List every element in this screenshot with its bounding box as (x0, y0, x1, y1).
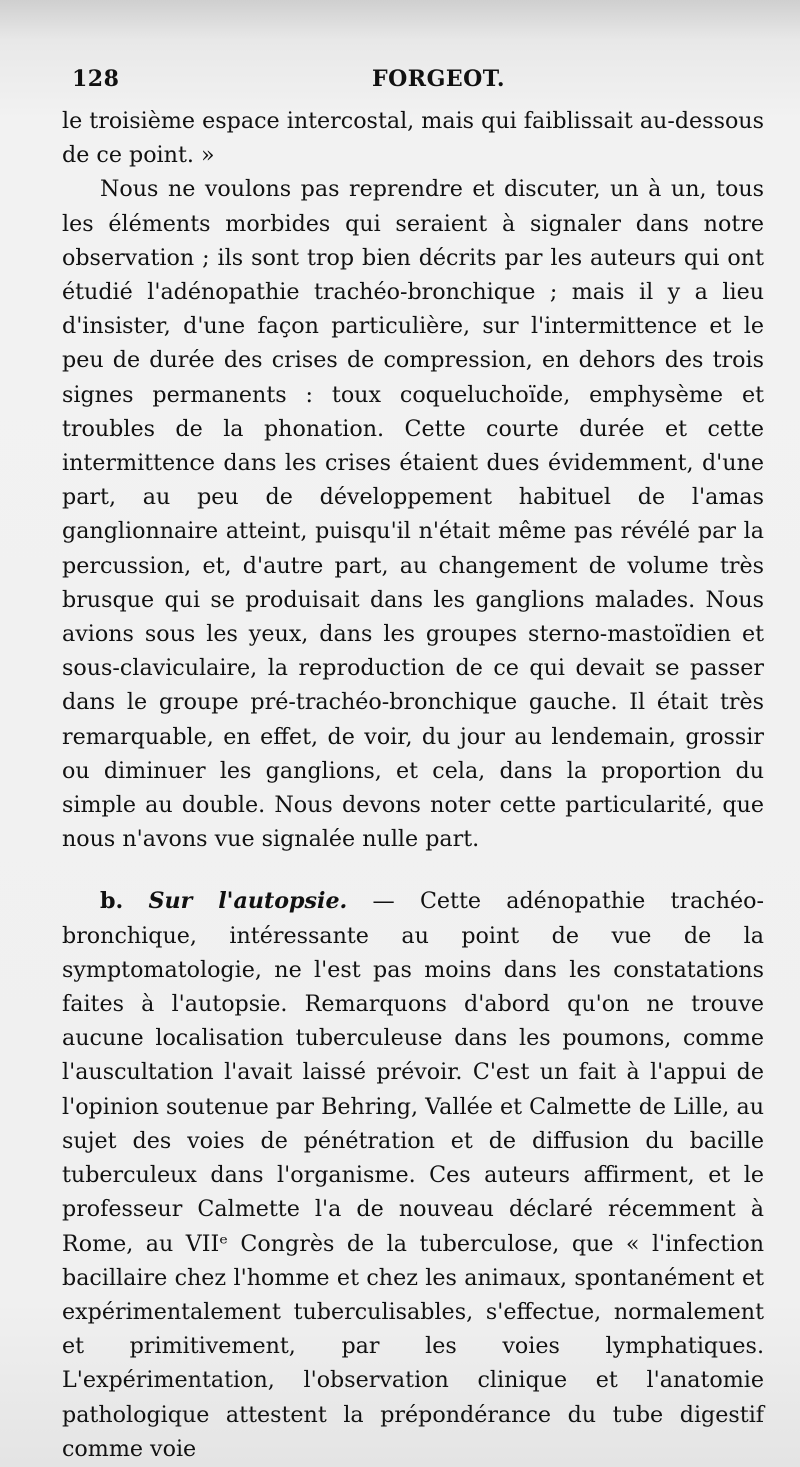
page-number: 128 (72, 66, 120, 92)
paragraph-continuation: le troisième espace intercostal, mais qui faiblissait au-dessous de ce point. » (62, 108, 764, 169)
paragraph-autopsy-text: — Cette adénopathie trachéo-bronchique, intéressante au point de vue de la symptomatologie, ne l'est pas moins dans les constatations faites à l'autopsie. Remarquons d'abord qu'on ne trouve aucune localisation tuberculeuse dans les poumons, comme l'auscultation l'avait laissé prévoir. C'est un fait à l'appui de l'opinion soutenue par Behring, Vallée et Calmette de Lille, au sujet des voies de pénétration et de diffusion du bacille tuberculeux dans l'organisme. Ces auteurs affirment, et le professeur Calmette l'a de nouveau déclaré récemment à Rome, au VIIᵉ Congrès de la tuberculose, que « l'infection bacillaire chez l'homme et chez les animaux, spontanément et expérimentalement tuberculisables, s'effectue, normalement et primitivement, par les voies lymphatiques. L'expérimentation, l'observation clinique et l'anatomie pathologique attestent la prépondérance du tube digestif comme voie (62, 888, 764, 1462)
section-title: Sur l'autopsie. (148, 888, 348, 915)
paragraph-autopsy (62, 884, 764, 1465)
section-label: b. (100, 888, 124, 915)
running-title: FORGEOT. (372, 66, 505, 92)
body-text (62, 104, 764, 1466)
page-header (72, 60, 760, 96)
paragraph-observation: Nous ne voulons pas reprendre et discuter, un à un, tous les éléments morbides qui seraient à signaler dans notre observation ; ils sont trop bien décrits par les auteurs qui ont étudié l'adénopathie trachéo-bronchique ; mais il y a lieu d'insister, d'une façon particulière, sur l'intermittence et le peu de durée des crises de compression, en dehors des trois signes permanents : toux coqueluchoïde, emphysème et troubles de la phonation. Cette courte durée et cette intermittence dans les crises étaient dues évidemment, d'une part, au peu de développement habituel de l'amas ganglionnaire atteint, puisqu'il n'était même pas révélé par la percussion, et, d'autre part, au changement de volume très brusque qui se produisait dans les ganglions malades. Nous avions sous les yeux, dans les groupes sterno-mastoïdien et sous-claviculaire, la reproduction de ce qui devait se passer dans le groupe pré-trachéo-bronchique gauche. Il était très remarquable, en effet, de voir, du jour au lendemain, grossir ou diminuer les ganglions, et cela, dans la proportion du simple au double. Nous devons noter cette particularité, que nous n'avons vue signalée nulle part. (62, 176, 764, 853)
